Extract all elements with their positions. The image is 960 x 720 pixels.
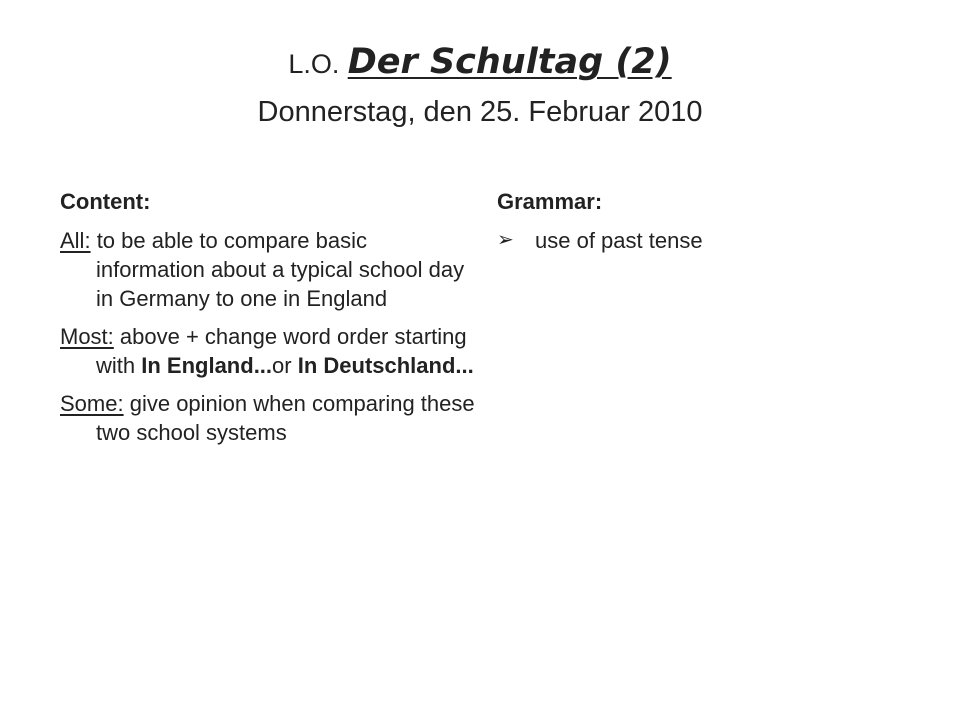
objective-all-label: All: — [60, 228, 91, 253]
objective-some-label: Some: — [60, 391, 124, 416]
grammar-column — [497, 188, 917, 255]
grammar-bullet-text: use of past tense — [535, 228, 703, 253]
objective-some — [60, 389, 480, 447]
objective-most-phrase-deutschland: In Deutschland... — [297, 353, 474, 378]
objective-all — [60, 226, 480, 313]
objective-most — [60, 322, 480, 380]
content-column — [60, 188, 480, 456]
objective-most-phrase-england: In England... — [141, 353, 273, 378]
objective-some-text: give opinion when comparing these two school systems — [96, 391, 475, 445]
objective-all-text: to be able to compare basic information about a typical school day in Germany to one in England — [96, 228, 465, 311]
content-heading: Content: — [60, 189, 151, 214]
date-line: Donnerstag, den 25. Februar 2010 — [257, 96, 703, 128]
title-block — [48, 38, 912, 134]
slide-title: Der Schultag (2) — [347, 42, 672, 82]
grammar-heading: Grammar: — [497, 189, 603, 214]
title-line — [48, 38, 912, 88]
objective-most-label: Most: — [60, 324, 114, 349]
arrow-bullet-icon: ➢ — [497, 229, 514, 251]
learning-objective-label: L.O. — [288, 49, 340, 79]
objective-most-or: or — [272, 353, 292, 378]
grammar-bullet-item — [497, 226, 917, 255]
objective-most-text: above + change word order starting with — [96, 324, 467, 378]
